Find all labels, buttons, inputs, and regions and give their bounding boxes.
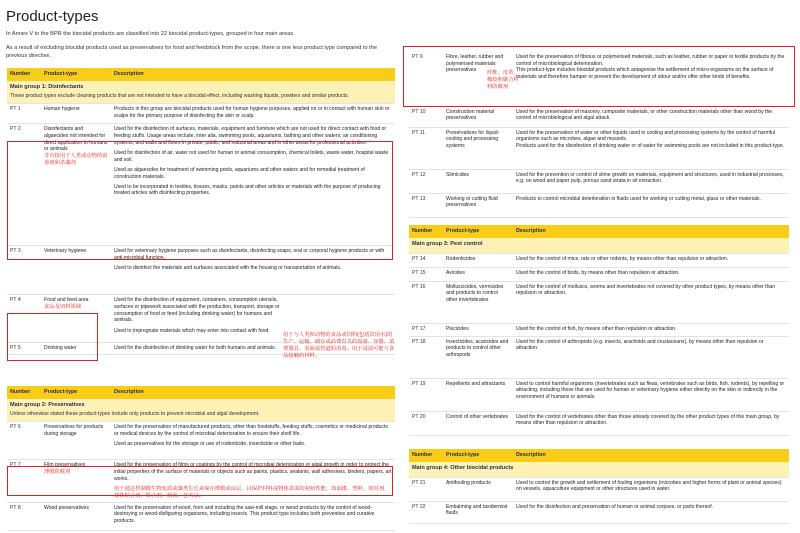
pt-name: Embalming and taxidermist fluids — [443, 501, 513, 523]
group-description: Unless otherwise stated these product-types include only products to prevent microbial and algal development. — [10, 410, 260, 417]
highlight-box-pt4 — [7, 313, 98, 361]
pt-name: Control of other vertebrates — [443, 411, 513, 435]
pt-number: PT 9 — [409, 52, 443, 106]
table-row — [7, 104, 395, 124]
pt-name: Piscicides — [443, 323, 513, 336]
pt-description — [513, 127, 789, 169]
col-header-product-type: Product-type — [41, 68, 111, 81]
pt-description: Products to control microbial deterioration in fluids used for working or cutting metal, glass or other materials. — [513, 193, 789, 217]
pt-name: Disinfectants and algaecides not intended for direct application to humans or animals — [44, 126, 108, 153]
pt-description: Used for the preservation of wood, from and including the saw-mill stage, or wood products by the control of wood-destroying or wood-disfiguring organisms, including insects. This product type includes both preventive and curative products. — [111, 502, 395, 530]
pt-number: PT 12 — [409, 169, 443, 193]
col-header-description: Description — [111, 386, 395, 399]
table-row — [409, 477, 789, 501]
group-title: Main group 1: Disinfectants — [10, 84, 84, 91]
pt-name: Antifouling products — [443, 477, 513, 501]
pt-number: PT 2 — [7, 124, 41, 246]
pt-name: Wood preservatives — [41, 502, 111, 530]
pt-number: PT 21 — [409, 477, 443, 501]
pt-name-chinese: 薄膜防腐剂 — [44, 468, 71, 475]
table-row — [409, 267, 789, 281]
pt-description: Used to control harmful organisms (invertebrates such as fleas, vertebrates such as birds, fish, rodents), by repelling or attracting, including those that are used for human or veterinary hygiene either directly on the skin or indirectly in the environment of humans or animals. — [513, 378, 789, 411]
pt-description-para: Used for the preservation of films or coatings by the control of microbial deterioration or algal growth in order to protect the initial properties of the surface of materials or objects such as paints, plastics, sealants, wall adhesives, binders, papers, art works. — [114, 462, 392, 482]
table-row — [409, 336, 789, 378]
pt-name: Working or cutting fluid preservatives — [443, 193, 513, 217]
pt-number: PT 6 — [7, 422, 41, 460]
pt-number: PT 5 — [7, 343, 41, 355]
pt-name: Insecticides, acaricides and products to control other arthropods — [443, 336, 513, 378]
pt-description: Used for the control of vertebrates other than those already covered by the other product types of this main group, by means other than repulsion or attraction. — [513, 411, 789, 435]
group-title: Main group 2: Preservatives — [10, 402, 85, 409]
pt-description-para: Used for the preservation of manufactured products, other than foodstuffs, feeding stuffs, cosmetics or medicinal products or medical devices by the control of microbial deterioration to ensure their shelf life. — [114, 424, 388, 437]
pt-name: Film preservatives — [44, 462, 86, 469]
pt-number: PT 20 — [409, 411, 443, 435]
col-header-product-type: Product-type — [443, 449, 513, 462]
col-header-number: Number — [409, 449, 443, 462]
pt-name-chinese: 纤维，皮革，橡胶和聚合材料防腐剂 — [487, 70, 519, 90]
group-title: Main group 4: Other biocidal products — [412, 465, 514, 472]
table-other-biocidal — [409, 449, 789, 524]
pt-description-para: Used as preservatives for the storage or use of rodenticide, insecticide or other baits. — [114, 441, 306, 448]
pt-name: Preservatives for products during storage — [41, 422, 111, 460]
col-header-number: Number — [409, 225, 443, 238]
table-row — [409, 323, 789, 336]
pt-number: PT 14 — [409, 253, 443, 267]
pt-number: PT 7 — [7, 460, 41, 502]
pt4-chinese-note: 用于与人类和动物的食品或饲料(包括饮用水)的生产、运输、储存或消费有关的设备、容器、消费器具、表面或管道的消毒。用于浸渍可能与食品接触的材料。 — [283, 332, 395, 359]
pt-name-chinese: 食品及饲料领域 — [44, 303, 82, 310]
group-heading — [7, 81, 395, 104]
pt-description: Used for the preservation of masonry, composite materials, or other construction materials other than wood by the control of microbiological and algal attack. — [513, 106, 789, 127]
pt-description: Used for the control of birds, by means other than repulsion or attraction. — [513, 267, 789, 281]
pt-number: PT 8 — [7, 502, 41, 530]
table-row — [7, 502, 395, 530]
pt7-chinese-note: 用于通过控制微生物变质或藻类生长来保存薄膜或涂层，以保护材料或物体表面的初始性能，如油漆、塑料、密封剂、墙体粘合剂、粘合剂、纸张、艺术品。 — [114, 485, 390, 499]
group-title: Main group 3: Pest control — [412, 241, 483, 248]
table-row — [409, 106, 789, 127]
table-row — [409, 378, 789, 411]
highlight-box-pt7 — [7, 466, 393, 496]
table-row — [409, 127, 789, 169]
pt-name: Drinking water — [41, 343, 111, 355]
pt-description-para: Used to disinfect the materials and surfaces associated with the housing or transportation of animals. — [114, 265, 342, 272]
pt-description: Used for the control of arthropods (e.g. insects, arachnids and crustaceans), by means other than repulsion or attraction. — [513, 336, 789, 378]
highlight-box-pt2 — [7, 141, 393, 260]
col-header-description: Description — [513, 449, 789, 462]
table-pest-control — [409, 225, 789, 436]
col-header-number: Number — [7, 386, 41, 399]
pt-number: PT 10 — [409, 106, 443, 127]
pt-name: Construction material preservatives — [443, 106, 513, 127]
pt-name: Food and feed area — [44, 297, 89, 304]
col-header-description: Description — [513, 225, 789, 238]
intro-paragraph-1: In Annex V to the BPR the biocidal products are classified into 22 biocidal product-types, grouped in four main areas. — [6, 31, 295, 37]
pt-description-para: Used for the preservation of fibrous or polymerised materials, such as leather, rubber or paper or textile products by the control of microbiological deterioration. — [516, 54, 785, 67]
col-header-product-type: Product-type — [41, 386, 111, 399]
pt-description-para: Used for veterinary hygiene purposes such as disinfectants, disinfecting soaps, oral or corporal hygiene products or with anti-microbial function. — [114, 248, 385, 261]
pt-description: Used for the prevention or control of slime growth on materials, equipment and structures, used in industrial processes, e.g. on wood and paper pulp, porous sand strata in oil extraction. — [513, 169, 789, 193]
pt-description: Used for the control of molluscs, worms and invertebrates not covered by other product types, by means other than repulsion or attraction. — [513, 281, 789, 323]
pt-name: Preservatives for liquid-cooling and processing systems — [443, 127, 513, 169]
pt-number: PT 19 — [409, 378, 443, 411]
pt-number: PT 18 — [409, 336, 443, 378]
pt-number: PT 13 — [409, 193, 443, 217]
pt-number: PT 15 — [409, 267, 443, 281]
page-title: Product-types — [6, 8, 99, 25]
pt-name: Fibre, leather, rubber and polymerised materials preservatives — [446, 54, 504, 74]
pt-description-para: Used for the disinfection of surfaces, materials, equipment and furniture which are not used for direct contact with food or feeding stuffs. Usage areas include, inter alia, swimming pools, aquariums, bathing and other waters; air conditioning systems; and walls and floors in private, public, and industrial areas and in other areas for professional activities. — [114, 126, 387, 146]
pt-name-chinese: 非直接用于人类或动物的消毒剂和杀藻剂 — [44, 153, 108, 166]
pt-description: Used for the control of mice, rats or other rodents, by means other than repulsion or attraction. — [513, 253, 789, 267]
pt-description-para: Used for the preservation of water or other liquids used in cooling and processing systems by the control of harmful organisms such as microbes, algae and mussels. — [516, 129, 776, 143]
pt-description-para: Used to impregnate materials which may enter into contact with food. — [114, 327, 270, 334]
table-preservatives — [7, 386, 395, 531]
col-header-number: Number — [7, 68, 41, 81]
pt-description: Used for the control of fish, by means other than repulsion or attraction. — [513, 323, 789, 336]
pt-description-para: Products used for the disinfection of drinking water or of water for swimming pools are not included in this product-type. — [516, 142, 785, 149]
pt-name: Avicides — [443, 267, 513, 281]
group-heading — [7, 399, 395, 422]
pt-description — [111, 422, 395, 460]
pt-description: Used for the disinfection and preservation of human or animal corpses, or parts thereof. — [513, 501, 789, 523]
table-row — [409, 501, 789, 523]
pt-description-para: Used for the disinfection of equipment, containers, consumption utensils, surfaces or pipework associated with the production, transport, storage or consumption of food or feed (including drinking water) for humans and animals. — [114, 297, 280, 324]
pt-description: Products in this group are biocidal products used for human hygiene purposes, applied on or in contact with human skin or scalps for the primary purpose of disinfecting the skin or scalp. — [111, 104, 395, 124]
pt-description-para: This product-type includes biocidal products which antagonise the settlement of micro-organisms on the surface of materials and therefore hamper or prevent the development of odour and/or offer other kinds of benefits. — [516, 67, 774, 81]
pt-name: Molluscicides, vermicides and products to control other invertebrates — [443, 281, 513, 323]
pt-description: Used to control the growth and settlement of fouling organisms (microbes and higher forms of plant or animal species) on vessels, aquaculture equipment or other structures used in water. — [513, 477, 789, 501]
pt-name: Veterinary hygiene — [41, 246, 111, 295]
highlight-box-pt9 — [403, 46, 795, 107]
pt-number: PT 17 — [409, 323, 443, 336]
pt-name: Human hygiene — [41, 104, 111, 124]
table-row — [409, 411, 789, 435]
pt-number: PT 1 — [7, 104, 41, 124]
table-row — [409, 281, 789, 323]
pt-name: Slimicides — [443, 169, 513, 193]
pt-number: PT 4 — [7, 295, 41, 343]
table-row — [409, 169, 789, 193]
group-heading — [409, 462, 789, 477]
col-header-product-type: Product-type — [443, 225, 513, 238]
pt-description-para: Used as algaecides for treatment of swimming pools, aquariums and other waters and for remedial treatment of construction materials. — [114, 166, 365, 180]
table-row — [7, 422, 395, 460]
pt-name: Repellents and attractants — [443, 378, 513, 411]
table-row — [409, 193, 789, 217]
intro-paragraph-2: As a result of excluding biocidal products used as preservatives for food and feedstock from the scope, there is one less product type compared to the previous directive. — [6, 45, 377, 59]
table-row — [409, 253, 789, 267]
pt-description-para: Used for disinfection of air, water not used for human or animal consumption, chemical toilets, waste water, hospital waste and soil. — [114, 149, 389, 163]
pt-name: Rodenticides — [443, 253, 513, 267]
pt-number: PT 3 — [7, 246, 41, 295]
col-header-description: Description — [111, 68, 395, 81]
group-description: These product types exclude cleaning products that are not intended to have a biocidal effect, including washing liquids, powders and similar products. — [10, 92, 349, 99]
pt-number: PT 22 — [409, 501, 443, 523]
pt-number: PT 11 — [409, 127, 443, 169]
pt-number: PT 16 — [409, 281, 443, 323]
pt-description-para: Used to be incorporated in textiles, tissues, masks, paints and other articles or materials with the purpose of producing treated articles with disinfecting properties. — [114, 183, 381, 197]
pt-description: Used for the disinfection of drinking water for both humans and animals. — [111, 343, 395, 355]
group-heading — [409, 238, 789, 253]
